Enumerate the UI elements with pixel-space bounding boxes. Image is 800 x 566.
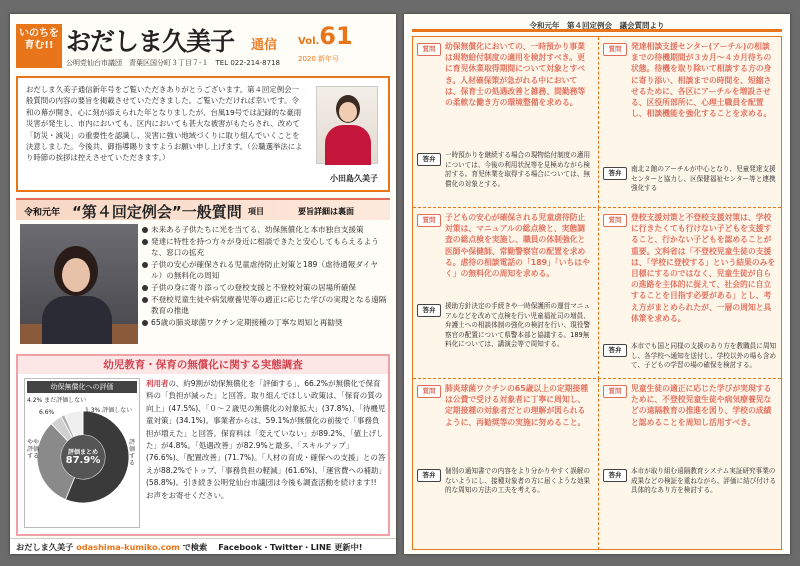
question-text: 児童生徒の適正に応じた学びが実現するために、不登校児童生徒や病気療養児などの遠隔教育の推進を図り、学校の成績と認めることを周知し活用すべき。 [631,384,772,427]
back-page-header: 令和元年 第４回定例会 議会質問より [412,20,782,32]
question-tag: 質問 [603,214,627,227]
banner-detail: 要旨詳細は裏面 [298,207,354,216]
survey-text: の、約9割が幼保無償化を「評価する」、66.2%が無償化で保育料の「負担が減った」と回答。取り組んでほしい政策は、「保育の質の向上」(47.5%)、「０～２歳児の無償化の対象拡大」(37.8%)、「待機児童対策」(34.1%)。事業者からは、59.1%が無償化の前後で「事務負担が増えた」と回答。保育料は「変えていない」が89.2%、「値上げした」が4.8%。「処遇改善」が82.9%と最多、「スキルアップ」(76.6%)、「配置改善」(71.7%)。「人材の育成・確保への支援」との答えが88.2%でトップ、「事務負担の軽減」(61.6%)、「運営費への補助」(58.8%)。引き続き公明党仙台市議団は今後も調査活動を続けます!! お声をお寄せください。 [146,379,386,500]
answer-tag: 答弁 [603,167,627,180]
qa-panel [598,379,781,550]
answer-text: 一時預かりを継続する場合の現物給付制度の適用については、今後の利用状況等を見極めながら検討する。育児休業を取得する場合については、無償化の対象とする。 [445,151,591,188]
answer-tag: 答弁 [603,469,627,482]
pie-label: 6.6% [39,409,55,416]
qa-grid [412,36,782,550]
newsletter-suffix: 通信 [251,38,278,53]
pie-center [61,449,105,465]
pie-center-value: 87.9% [65,455,101,466]
pie-label: 評価する [129,439,136,467]
answer-text: 本市でも国と同様の支援のあり方を教職員に周知し、各学校へ通知を送付し、学校以外の場も含めて、子どもの学習の場の確保を検討する。 [631,342,777,370]
front-page [10,14,396,554]
question-tag: 質問 [417,43,441,56]
search-label: で検索 [182,542,208,552]
pie-chart [24,378,140,528]
answer-tag: 答弁 [417,153,441,166]
greeting-text: おだしま久美子通信新年号をご覧いただきありがとうございます。第４回定例会一般質問の内容の要旨を掲載させていただきました。ご覧いただければ幸いです。令和の幕が開き、心に刻が添えられた年となりましたが、台風19号では記録的な豪雨災害が発生し、市内においても、区内においても甚大な被害がもたらされ、改めて「防災・減災」の重要性を認識し、災害に強い地域づくりに取り組んでいくことを決意しました。今後共、御指導賜りますようお願い申し上げます。（公職選挙法により時節の挨拶は控えさせていただきます。） [26,85,303,163]
question-text: 登校支援対策と不登校支援対策は、学校に行きたくても行けない子どもを支援すること、行かない子どもを認めることが重要。文科省は「不登校児童生徒の支援は、「学校に登校する」という結果のみを目標にするのではなく、児童生徒が自らの進路を主体的に捉えて、社会的に自立することを目指す必要がある」とし、考え方がまとめられたが、一層の周知と具体策を求める。 [631,213,776,323]
banner-item: 項目 [248,207,264,216]
list-item: 発達に特性を持つ方々が身近に相談できたと安心してもらえるような、窓口の拡充 [142,236,388,259]
question-item-list [142,224,388,328]
question-text: 幼保無償化においての、一時預かり事業は現物給付制度の適用を検討すべき。更に育児休業取得期間について対象とすべき。人材確保策が急がれる中においては、保育士の処遇改善と雑務、間勤務等の柔軟な働き方の環境整備を求める。 [445,42,586,108]
assembly-photo [20,224,138,344]
qa-panel [413,37,596,208]
question-text: 肺炎球菌ワクチンの65歳以上の定期接種は公費で受ける対象者に丁寧に周知し、定期接種の対象者だとの理解が図られるように、再勧奨等の実施に努めること。 [445,384,589,427]
chart-title: 幼保無償化への評価 [27,381,137,393]
back-page [404,14,790,554]
qa-panel [598,37,781,208]
pie-label: やや評価する [27,439,40,460]
catchphrase: いのちを育む!! [16,24,62,68]
volume-number: 61 [319,22,353,50]
banner-title: “第４回定例会”一般質問 [72,203,242,221]
qa-panel [598,208,781,379]
pie-label: 1.3% 評価しない [85,407,133,414]
list-item: 不登校児童生徒や病気療養児等の適正に応じた学びの実現となる遠隔教育の推進 [142,294,388,317]
answer-tag: 答弁 [417,304,441,317]
question-text: 子どもの安心が確保される児童虐待防止対策は、マニュアルの総点検と、実態調査の総点検を実施し、職員の体制強化と医師や保健師、常勤警察官の配置を求める。虐待の相談電話の「189」「いちはやく」の無料化の周知を求める。 [445,213,590,279]
pie-center-caption: 評価まとめ [67,449,98,456]
answer-tag: 答弁 [417,469,441,482]
office-address: 公明党仙台市議団 青葉区国分町３丁目７-１ TEL 022-214-8718 [66,59,280,67]
survey-section [16,354,390,536]
pie-label: 4.2% まだ評価しない [27,397,87,404]
volume [298,22,353,50]
volume-prefix: Vol. [298,36,320,47]
answer-tag: 答弁 [603,344,627,357]
website-link[interactable]: odashima-kumiko.com [76,542,180,552]
qa-panel [413,208,596,379]
survey-title: 幼児教育・保育の無償化に関する実態調査 [18,356,388,374]
greeting-box [16,76,390,192]
footer [10,538,396,554]
list-item: 65歳の肺炎球菌ワクチン定期接種の丁寧な周知と再勧奨 [142,317,388,329]
survey-lead: 利用者 [146,379,169,388]
masthead [16,20,390,72]
question-tag: 質問 [603,385,627,398]
question-tag: 質問 [417,214,441,227]
answer-text: 本市が取り組む遠隔教育システム実証研究事業の成果などの検証を重ねながら、評価に結び付ける具体的なあり方を検討する。 [631,467,777,495]
question-banner [16,198,390,220]
banner-era: 令和元年 [24,208,61,218]
answer-text: 南北２館のアーチルが中心となり、児童発達支援センターと協力し、区保健福祉センター等と連携強化する [631,165,776,193]
footer-name: おだしま久美子 [16,542,74,552]
answer-text: 個別の通知書での内容をより分かりやすく誤解のないようにし、接種対象者の方に届くような効果的な周知の方法の工夫を考える。 [445,467,591,495]
newsletter-name: おだしま久美子 [66,27,235,56]
signature: 小田島久美子 [330,173,378,183]
survey-body [146,378,386,502]
list-item: 未来ある子供たちに光を当てる、幼保無償化と本市独自支援策 [142,224,388,236]
question-tag: 質問 [417,385,441,398]
qa-panel [413,379,596,550]
social-label: Facebook・Twitter・LINE 更新中! [218,542,363,552]
edition-label: 2020 新年号 [298,55,340,63]
question-tag: 質問 [603,43,627,56]
portrait-photo [316,86,378,164]
question-text: 発達相談支援センター(アーチル)の相談までの待機期間が３カ月～４カ月待ちの状態。待機を取り除いて相談する方の身に寄り添い、相談までの時間を、短縮させるために、各区にアーチルを増設させる、区役所部所に、心理士職員を配置し、相談機能を強化することを求める。 [631,42,772,119]
list-item: 子供の身に寄り添っての登校支援と不登校対策の居場所確保 [142,282,388,294]
answer-text: 援助方針決定の手続きや一時保護所の運営マニュアルなどを改めて点検を行い児童福祉司の増員、弁護士への相談体制の強化の検討を行い、現役警察官の配置について県警本部と協議する。189無料化については、講演会等で周知する。 [445,302,591,349]
list-item: 子供の安心が確保される児童虐待防止対策と189（虐待通報ダイヤル）の無料化の周知 [142,259,388,282]
